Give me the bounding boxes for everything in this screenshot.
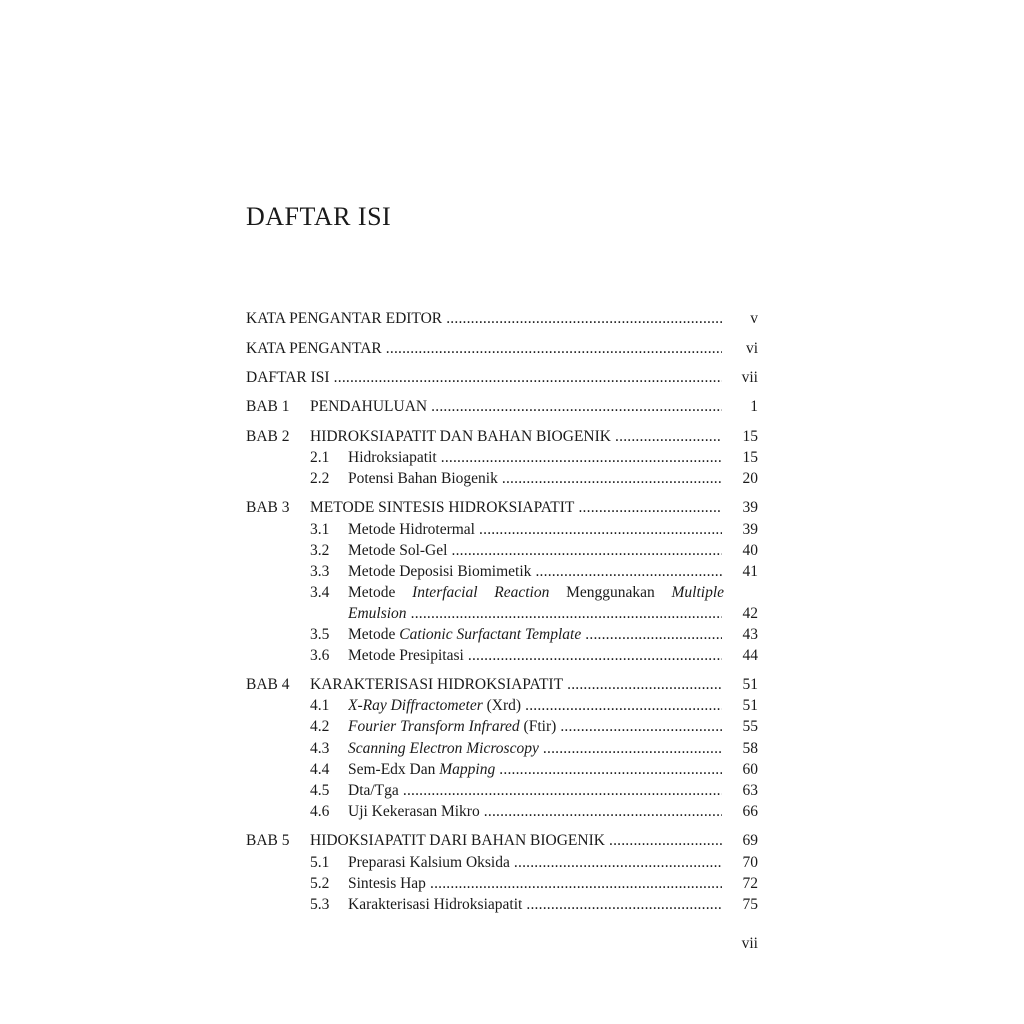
section-number: 5.2 [310, 875, 330, 892]
entry-page: vi [745, 340, 758, 357]
entry-page: 69 [742, 832, 758, 849]
entry-label: KATA PENGANTAR ..... [246, 339, 722, 359]
section-number: 2.2 [310, 470, 330, 487]
entry-page: 60 [742, 761, 758, 778]
section-title: Uji Kekerasan Mikro ..... [348, 802, 722, 822]
entry-page: 58 [742, 740, 758, 757]
section-title-continued: Emulsion ..... [348, 604, 722, 624]
toc-section-4-2[interactable] [246, 717, 758, 737]
section-title: Dta/Tga ..... [348, 781, 722, 801]
entry-page: 43 [742, 626, 758, 643]
chapter-title: PENDAHULUAN ..... [310, 397, 722, 417]
toc-chapter-3[interactable] [246, 498, 758, 518]
section-number: 5.3 [310, 896, 330, 913]
chapter-number: BAB 5 [246, 832, 290, 849]
section-title: Sintesis Hap ..... [348, 874, 722, 894]
chapter-number: BAB 1 [246, 398, 290, 415]
entry-page: 42 [742, 605, 758, 622]
section-title: Metode Presipitasi ..... [348, 646, 722, 666]
chapter-number: BAB 3 [246, 499, 290, 516]
section-title: Preparasi Kalsium Oksida ..... [348, 853, 722, 873]
entry-page: 39 [742, 499, 758, 516]
chapter-title: HIDOKSIAPATIT DARI BAHAN BIOGENIK ..... [310, 831, 722, 851]
section-number: 3.1 [310, 521, 330, 538]
toc-section-3-4-line-2[interactable] [246, 604, 758, 624]
toc-entry-kata-pengantar[interactable] [246, 339, 758, 359]
section-title: Karakterisasi Hidroksiapatit ..... [348, 895, 722, 915]
toc-section-5-1[interactable] [246, 853, 758, 873]
entry-label: DAFTAR ISI ..... [246, 368, 722, 388]
section-number: 3.3 [310, 563, 330, 580]
entry-page: 51 [742, 676, 758, 693]
entry-page: 55 [742, 718, 758, 735]
toc-chapter-5[interactable] [246, 831, 758, 851]
section-number: 4.6 [310, 803, 330, 820]
chapter-number: BAB 2 [246, 428, 290, 445]
toc-section-4-4[interactable] [246, 760, 758, 780]
entry-page: 70 [742, 854, 758, 871]
toc-section-5-3[interactable] [246, 895, 758, 915]
toc-section-2-2[interactable] [246, 469, 758, 489]
section-number: 4.1 [310, 697, 330, 714]
entry-page: 40 [742, 542, 758, 559]
page-number: vii [741, 935, 758, 952]
chapter-title: HIDROKSIAPATIT DAN BAHAN BIOGENIK ..... [310, 427, 722, 447]
section-title: Hidroksiapatit ..... [348, 448, 722, 468]
chapter-number: BAB 4 [246, 676, 290, 693]
toc-entry-kata-pengantar-editor[interactable] [246, 309, 758, 329]
section-title: X-Ray Diffractometer (Xrd) ..... [348, 696, 722, 716]
section-number: 4.5 [310, 782, 330, 799]
toc-section-4-3[interactable] [246, 739, 758, 759]
toc-section-3-1[interactable] [246, 520, 758, 540]
section-title: Metode Hidrotermal ..... [348, 520, 722, 540]
section-title: Fourier Transform Infrared (Ftir) ..... [348, 717, 722, 737]
page-title: DAFTAR ISI [246, 202, 392, 231]
section-title: Potensi Bahan Biogenik ..... [348, 469, 722, 489]
section-title: Sem-Edx Dan Mapping ..... [348, 760, 722, 780]
entry-page: 51 [742, 697, 758, 714]
entry-page: 15 [742, 428, 758, 445]
section-title: Metode Sol-Gel ..... [348, 541, 722, 561]
entry-label: KATA PENGANTAR EDITOR ..... [246, 309, 722, 329]
section-number: 3.2 [310, 542, 330, 559]
toc-chapter-2[interactable] [246, 427, 758, 447]
section-title: Metode Interfacial Reaction Menggunakan Multiple [348, 584, 724, 601]
entry-page: v [750, 310, 758, 327]
entry-page: 1 [750, 398, 758, 415]
toc-chapter-4[interactable] [246, 675, 758, 695]
toc-section-4-5[interactable] [246, 781, 758, 801]
toc-section-2-1[interactable] [246, 448, 758, 468]
chapter-title: KARAKTERISASI HIDROKSIAPATIT ..... [310, 675, 722, 695]
chapter-title: METODE SINTESIS HIDROKSIAPATIT ..... [310, 498, 722, 518]
section-number: 3.6 [310, 647, 330, 664]
toc-section-3-3[interactable] [246, 562, 758, 582]
entry-page: 63 [742, 782, 758, 799]
section-number: 4.3 [310, 740, 330, 757]
toc-section-3-6[interactable] [246, 646, 758, 666]
section-number: 2.1 [310, 449, 330, 466]
toc-section-4-1[interactable] [246, 696, 758, 716]
section-number: 4.2 [310, 718, 330, 735]
section-number: 3.4 [310, 584, 330, 601]
entry-page: 75 [742, 896, 758, 913]
toc-entry-daftar-isi[interactable] [246, 368, 758, 388]
section-title: Scanning Electron Microscopy ..... [348, 739, 722, 759]
toc-section-4-6[interactable] [246, 802, 758, 822]
section-number: 3.5 [310, 626, 330, 643]
toc-section-3-2[interactable] [246, 541, 758, 561]
entry-page: 15 [742, 449, 758, 466]
section-title: Metode Cationic Surfactant Template ..... [348, 625, 722, 645]
toc-section-3-5[interactable] [246, 625, 758, 645]
entry-page: 20 [742, 470, 758, 487]
toc-section-3-4-line-1[interactable] [246, 583, 758, 603]
toc-chapter-1[interactable] [246, 397, 758, 417]
entry-page: 39 [742, 521, 758, 538]
entry-page: vii [741, 369, 758, 386]
entry-page: 44 [742, 647, 758, 664]
section-title: Metode Deposisi Biomimetik ..... [348, 562, 722, 582]
entry-page: 72 [742, 875, 758, 892]
entry-page: 41 [742, 563, 758, 580]
section-number: 4.4 [310, 761, 330, 778]
section-number: 5.1 [310, 854, 330, 871]
entry-page: 66 [742, 803, 758, 820]
toc-section-5-2[interactable] [246, 874, 758, 894]
